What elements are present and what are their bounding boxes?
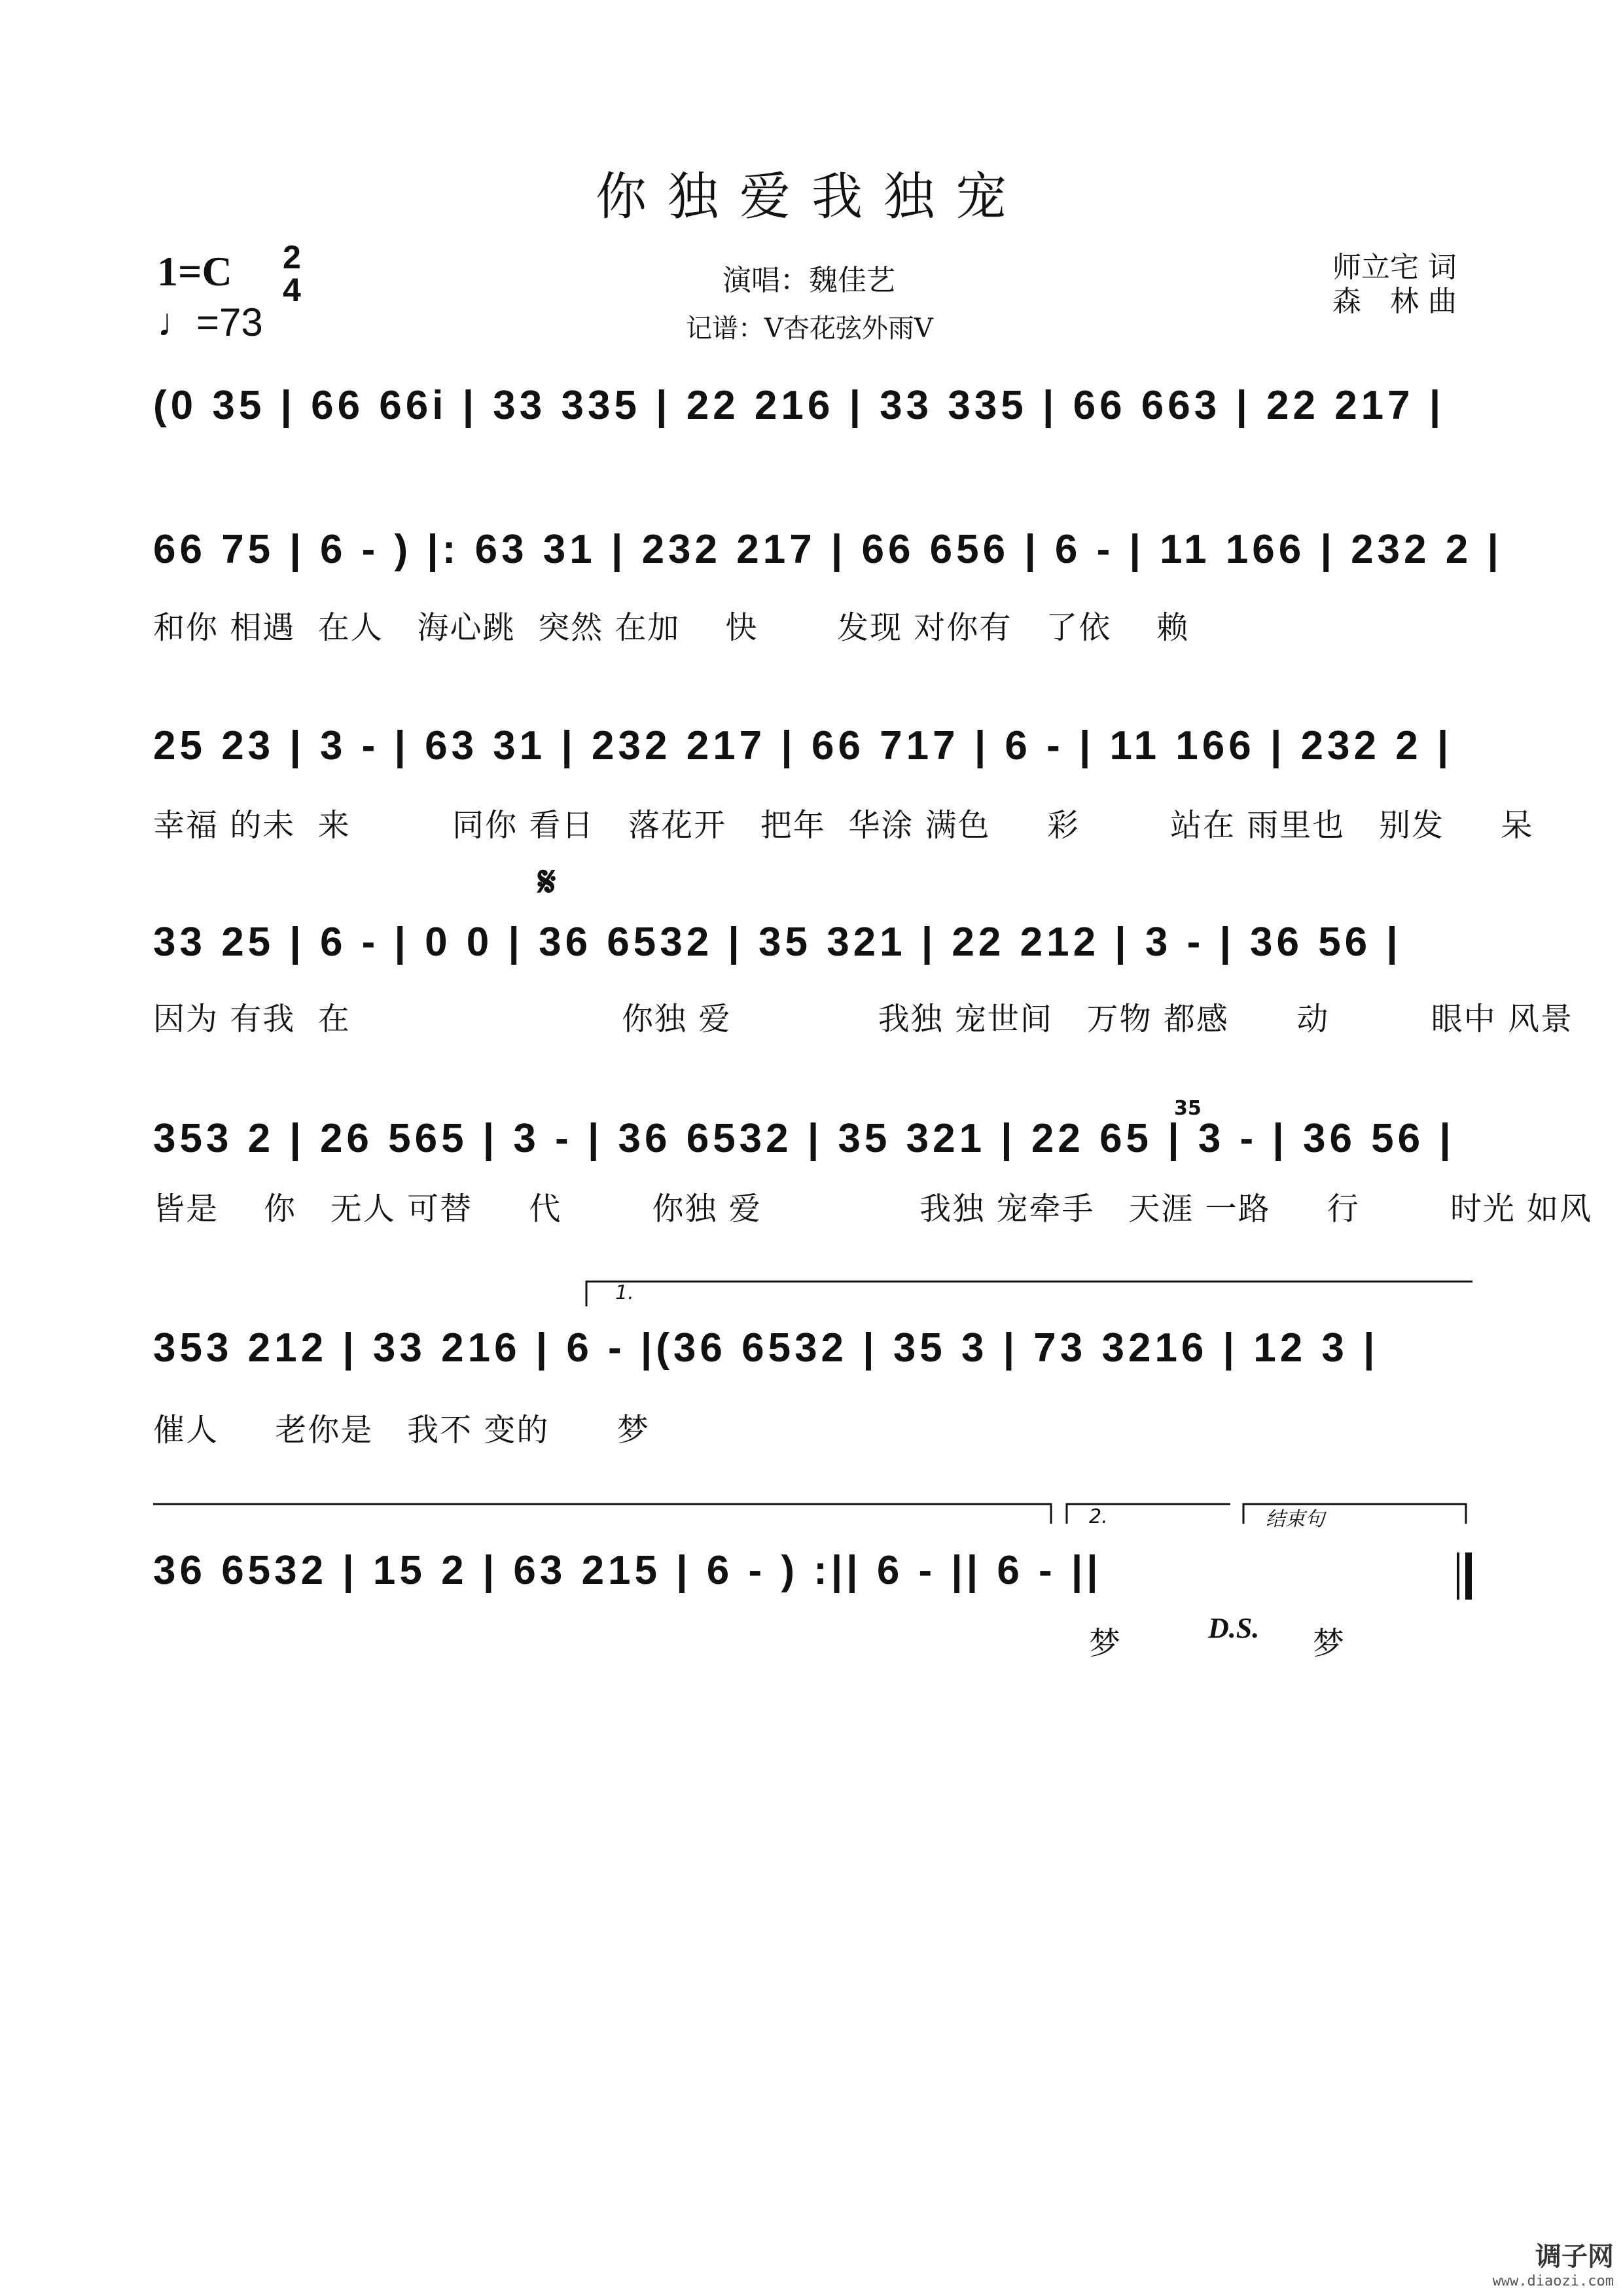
volta-1-bracket	[586, 1282, 1472, 1306]
end-lyric-b: 梦	[1313, 1625, 1345, 1662]
segno-sign: 𝄋	[538, 857, 556, 906]
end-lyric-a: 梦	[1089, 1625, 1121, 1662]
time-signature-top: 2	[283, 239, 301, 276]
page-title: 你独爱我独宠	[595, 168, 1027, 226]
notes-row-2: 66 75 | 6 - ) |: 63 31 | 232 217 | 66 656 | 6 - | 11 166 | 232 2 |	[153, 527, 1503, 572]
volta-1-bracket-continued	[153, 1504, 1051, 1524]
watermark-site-name: 调子网	[1535, 2242, 1614, 2272]
composer-credit: 森 林 曲	[1332, 285, 1457, 318]
lyricist-credit: 师立宅 词	[1332, 251, 1457, 284]
lyrics-row-2: 和你 相遇 在人 海心跳 突然 在加 快 发现 对你有 了依 赖	[153, 609, 1190, 646]
key-signature: 1=C	[157, 248, 232, 295]
ending-bracket	[1243, 1504, 1466, 1524]
watermark-url: www.diaozi.com	[1492, 2273, 1614, 2289]
tempo-value: =73	[196, 300, 263, 344]
notes-row-4: 33 25 | 6 - | 0 0 | 36 6532 | 35 321 | 22 212 | 3 - | 36 56 |	[153, 920, 1402, 965]
grace-notes: 35	[1174, 1097, 1202, 1120]
time-signature-bottom: 4	[283, 272, 301, 308]
transcriber-credit: 记谱：V杏花弦外雨V	[686, 314, 933, 344]
lyrics-row-6: 催人 老你是 我不 变的 梦	[153, 1412, 650, 1448]
lyrics-row-5: 皆是 你 无人 可替 代 你独 爱 我独 宠牵手 天涯 一路 行 时光 如风	[153, 1191, 1593, 1227]
singer-credit: 演唱：魏佳艺	[722, 264, 895, 297]
volta-2-bracket	[1067, 1504, 1230, 1524]
volta-2-label: 2.	[1089, 1505, 1108, 1528]
notes-row-3: 25 23 | 3 - | 63 31 | 232 217 | 66 717 | 6 - | 11 166 | 232 2 |	[153, 723, 1453, 768]
notes-row-1: (0 35 | 66 66i | 33 335 | 22 216 | 33 335 | 66 663 | 22 217 |	[153, 383, 1445, 428]
notes-row-6: 353 212 | 33 216 | 6 - |(36 6532 | 35 3 | 73 3216 | 12 3 |	[153, 1325, 1379, 1371]
site-watermark	[1493, 2236, 1614, 2289]
volta-1-label: 1.	[615, 1282, 634, 1304]
notes-row-5: 353 2 | 26 565 | 3 - | 36 6532 | 35 321 | 22 65 | 3 - | 36 56 |	[153, 1116, 1455, 1161]
quarter-note-icon: ♩	[157, 300, 196, 344]
notes-row-7: 36 6532 | 15 2 | 63 215 | 6 - ) :|| 6 - || 6 - ||	[153, 1548, 1102, 1593]
ending-label: 结束句	[1266, 1508, 1325, 1531]
ds-marking: D.S.	[1208, 1612, 1260, 1644]
lyrics-row-3: 幸福 的未 来 同你 看日 落花开 把年 华涂 满色 彩 站在 雨里也 别发 呆	[153, 807, 1534, 844]
lyrics-row-4: 因为 有我 在 你独 爱 我独 宠世间 万物 都感 动 眼中 风景	[153, 1001, 1573, 1037]
